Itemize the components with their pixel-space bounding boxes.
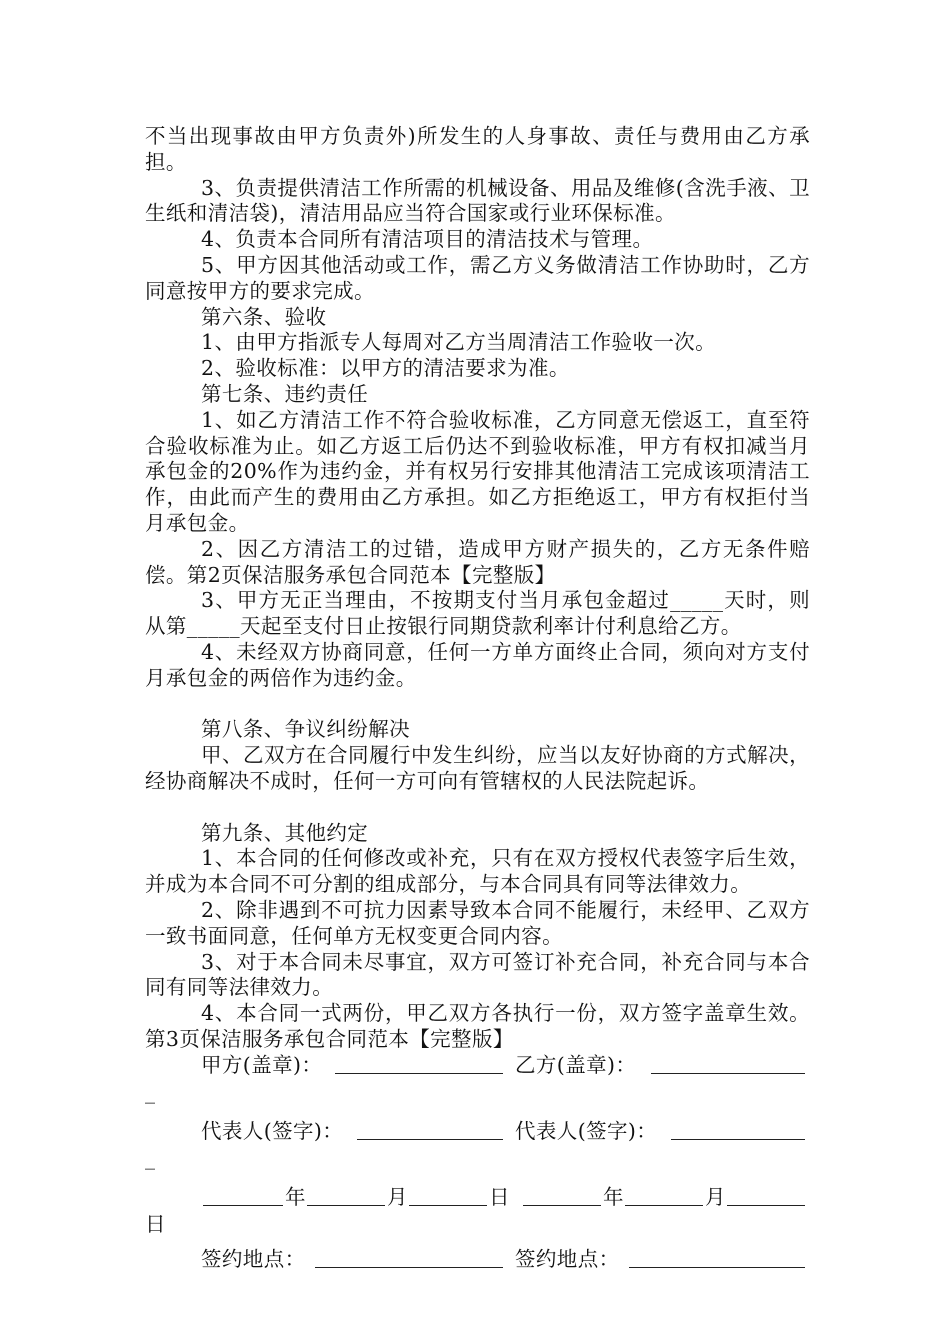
paragraph-dispute: 甲、乙双方在合同履行中发生纠纷，应当以友好协商的方式解决，经协商解决不成时，任何一方可向有管辖权的人民法院起诉。 xyxy=(145,743,810,793)
paragraph-termination: 4、未经双方协商同意，任何一方单方面终止合同，须向对方支付月承包金的两倍作为违约金。 xyxy=(145,639,810,690)
paragraph-supplement: 3、对于本合同未尽事宜，双方可签订补充合同，补充合同与本合同有同等法律效力。 xyxy=(145,949,810,1000)
heading-article-7: 第七条、违约责任 xyxy=(201,381,369,406)
place-b-label: 签约地点： xyxy=(515,1246,620,1271)
date-a-year-line[interactable] xyxy=(203,1185,283,1213)
date-b-month-line[interactable] xyxy=(625,1185,703,1213)
signature-row-date xyxy=(145,1185,810,1212)
paragraph-copies: 4、本合同一式两份，甲乙双方各执行一份，双方签字盖章生效。第3页保洁服务承包合同范本【完整版】 xyxy=(145,1001,810,1051)
paragraph-amendment: 1、本合同的任何修改或补充，只有在双方授权代表签字后生效，并成为本合同不可分割的组成部分，与本合同具有同等法律效力。 xyxy=(145,846,810,897)
party-a-seal-label: 甲方(盖章)： xyxy=(201,1052,323,1077)
paragraph-assistance: 5、甲方因其他活动或工作，需乙方义务做清洁工作协助时，乙方同意按甲方的要求完成。 xyxy=(145,252,810,303)
place-b-line[interactable] xyxy=(629,1247,805,1275)
signature-row-rep xyxy=(145,1119,810,1146)
place-a-line[interactable] xyxy=(315,1247,503,1275)
paragraph-inspection-standard: 2、验收标准：以甲方的清洁要求为准。 xyxy=(201,356,570,381)
date-a-year-label: 年 xyxy=(285,1184,306,1209)
date-a-day-line[interactable] xyxy=(409,1185,487,1213)
paragraph-management: 4、负责本合同所有清洁项目的清洁技术与管理。 xyxy=(201,227,654,252)
signature-row-seal xyxy=(145,1053,810,1080)
paragraph-late-payment: 3、甲方无正当理由，不按期支付当月承包金超过_____天时，则从第_____天起至支付日止按银行同期贷款利率计付利息给乙方。 xyxy=(145,588,810,639)
date-a-month-line[interactable] xyxy=(307,1185,385,1213)
date-b-year-line[interactable] xyxy=(523,1185,601,1213)
rep-a-label: 代表人(签字)： xyxy=(201,1118,344,1143)
paragraph-compensation: 2、因乙方清洁工的过错，造成甲方财产损失的，乙方无条件赔偿。第2页保洁服务承包合同范本【完整版】 xyxy=(145,536,810,587)
date-a-day-label: 日 xyxy=(489,1184,510,1209)
line-tail: _ xyxy=(145,1079,156,1104)
date-a-month-label: 月 xyxy=(387,1184,408,1209)
date-b-day-label: 日 xyxy=(145,1211,166,1236)
paragraph-force-majeure: 2、除非遇到不可抗力因素导致本合同不能履行，未经甲、乙双方一致书面同意，任何单方无权变更合同内容。 xyxy=(145,897,810,948)
heading-article-8: 第八条、争议纠纷解决 xyxy=(201,717,410,742)
spacer xyxy=(145,795,810,821)
paragraph-liability-continued: 不当出现事故由甲方负责外)所发生的人身事故、责任与费用由乙方承担。 xyxy=(145,124,810,174)
line-tail: _ xyxy=(145,1145,156,1170)
place-a-label: 签约地点： xyxy=(201,1246,306,1271)
heading-article-6: 第六条、验收 xyxy=(201,304,327,329)
party-b-seal-label: 乙方(盖章)： xyxy=(515,1052,637,1077)
heading-article-9: 第九条、其他约定 xyxy=(201,820,369,845)
rep-b-line[interactable] xyxy=(671,1119,805,1147)
date-b-year-label: 年 xyxy=(603,1184,624,1209)
paragraph-weekly-inspection: 1、由甲方指派专人每周对乙方当周清洁工作验收一次。 xyxy=(201,330,717,355)
signature-row-place xyxy=(145,1247,810,1274)
rep-b-label: 代表人(签字)： xyxy=(515,1118,658,1143)
party-a-seal-line[interactable] xyxy=(335,1053,503,1081)
paragraph-equipment: 3、负责提供清洁工作所需的机械设备、用品及维修(含洗手液、卫生纸和清洁袋)，清洁用品应当符合国家或行业环保标准。 xyxy=(145,175,810,226)
spacer xyxy=(145,692,810,718)
date-b-day-line[interactable] xyxy=(727,1185,805,1213)
rep-a-line[interactable] xyxy=(357,1119,503,1147)
paragraph-rework: 1、如乙方清洁工作不符合验收标准，乙方同意无偿返工，直至符合验收标准为止。如乙方返工后仍达不到验收标准，甲方有权扣减当月承包金的20%作为违约金，并有权另行安排其他清洁工完成该项清洁工作，由此而产生的费用由乙方承担。如乙方拒绝返工，甲方有权拒付当月承包金。 xyxy=(145,407,810,535)
party-b-seal-line[interactable] xyxy=(651,1053,805,1081)
date-b-month-label: 月 xyxy=(705,1184,726,1209)
contract-body xyxy=(145,124,810,1274)
